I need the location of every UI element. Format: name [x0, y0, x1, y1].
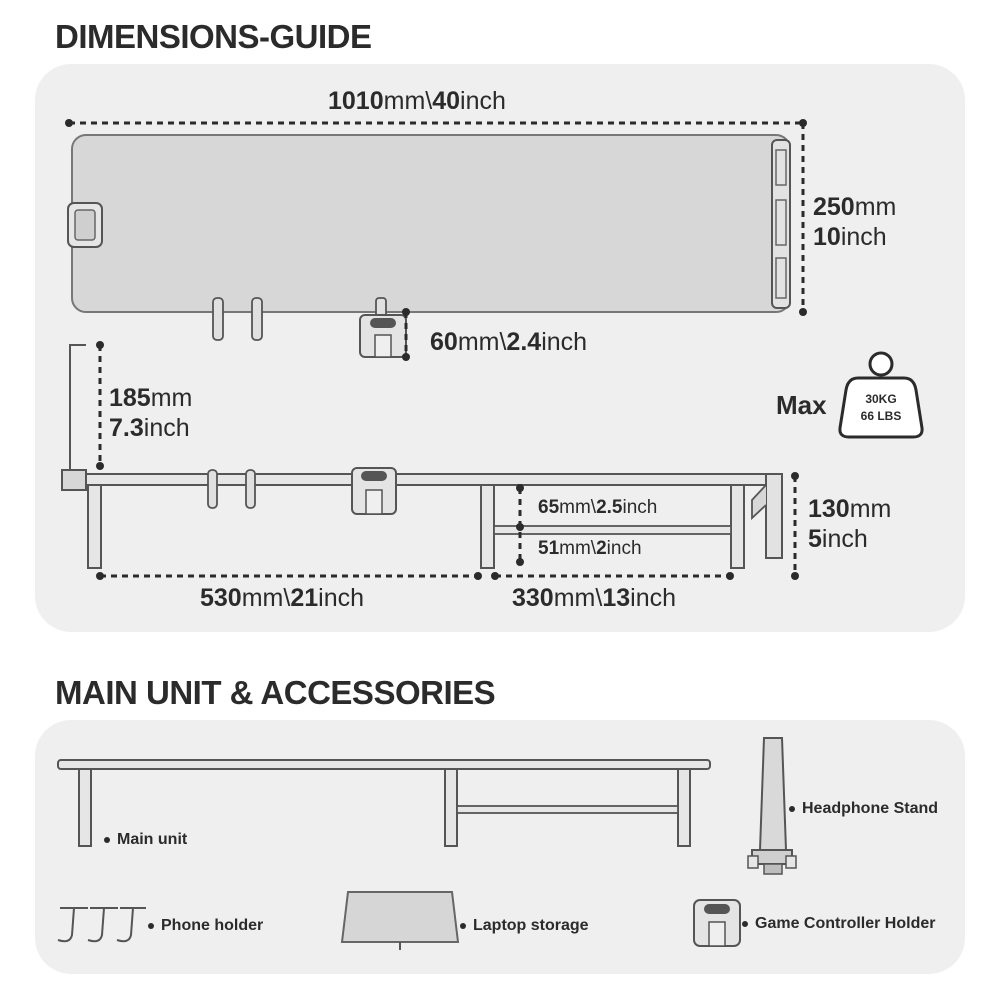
- right-span-dimension-label: 330mm\13inch: [512, 584, 677, 612]
- shelf-gap-bottom-label: 51mm\2inch: [538, 538, 642, 559]
- bullet-dot: [104, 837, 110, 843]
- bullet-dot: [742, 921, 748, 927]
- main-unit-label: Main unit: [104, 831, 187, 849]
- side-view-dimension-lines: [100, 345, 795, 576]
- game-controller-holder-label: Game Controller Holder: [742, 915, 935, 933]
- bullet-dot: [789, 806, 795, 812]
- phone-holder-label: Phone holder: [148, 917, 263, 935]
- shelf-gap-top-label: 65mm\2.5inch: [538, 497, 658, 518]
- left-span-dimension-label: 530mm\21inch: [200, 584, 365, 612]
- game-controller-holder-drawing: [694, 900, 740, 946]
- max-load-lbs: 66 LBS: [860, 409, 902, 423]
- max-load-label: Max: [776, 390, 827, 420]
- holder-height-dimension-label: 60mm\2.4inch: [430, 328, 588, 356]
- headphone-stand-label: Headphone Stand: [789, 800, 938, 818]
- hook-height-dimension-label: 185mm 7.3inch: [109, 384, 193, 442]
- side-view-shelf: [62, 345, 782, 568]
- dimensions-guide-title: DIMENSIONS-GUIDE: [55, 18, 372, 55]
- depth-dimension-label: 250mm 10inch: [813, 193, 897, 251]
- bullet-dot: [460, 923, 466, 929]
- laptop-storage-drawing: [342, 892, 458, 950]
- bullet-dot: [148, 923, 154, 929]
- main-unit-accessories-title: MAIN UNIT & ACCESSORIES: [55, 674, 496, 711]
- top-view-shelf: [68, 135, 790, 357]
- phone-holder-drawing: [58, 908, 146, 941]
- max-load-kg: 30KG: [865, 392, 897, 406]
- stand-height-dimension-label: 130mm 5inch: [808, 495, 892, 553]
- laptop-storage-label: Laptop storage: [460, 917, 589, 935]
- width-dimension-label: 1010mm\40inch: [328, 87, 506, 115]
